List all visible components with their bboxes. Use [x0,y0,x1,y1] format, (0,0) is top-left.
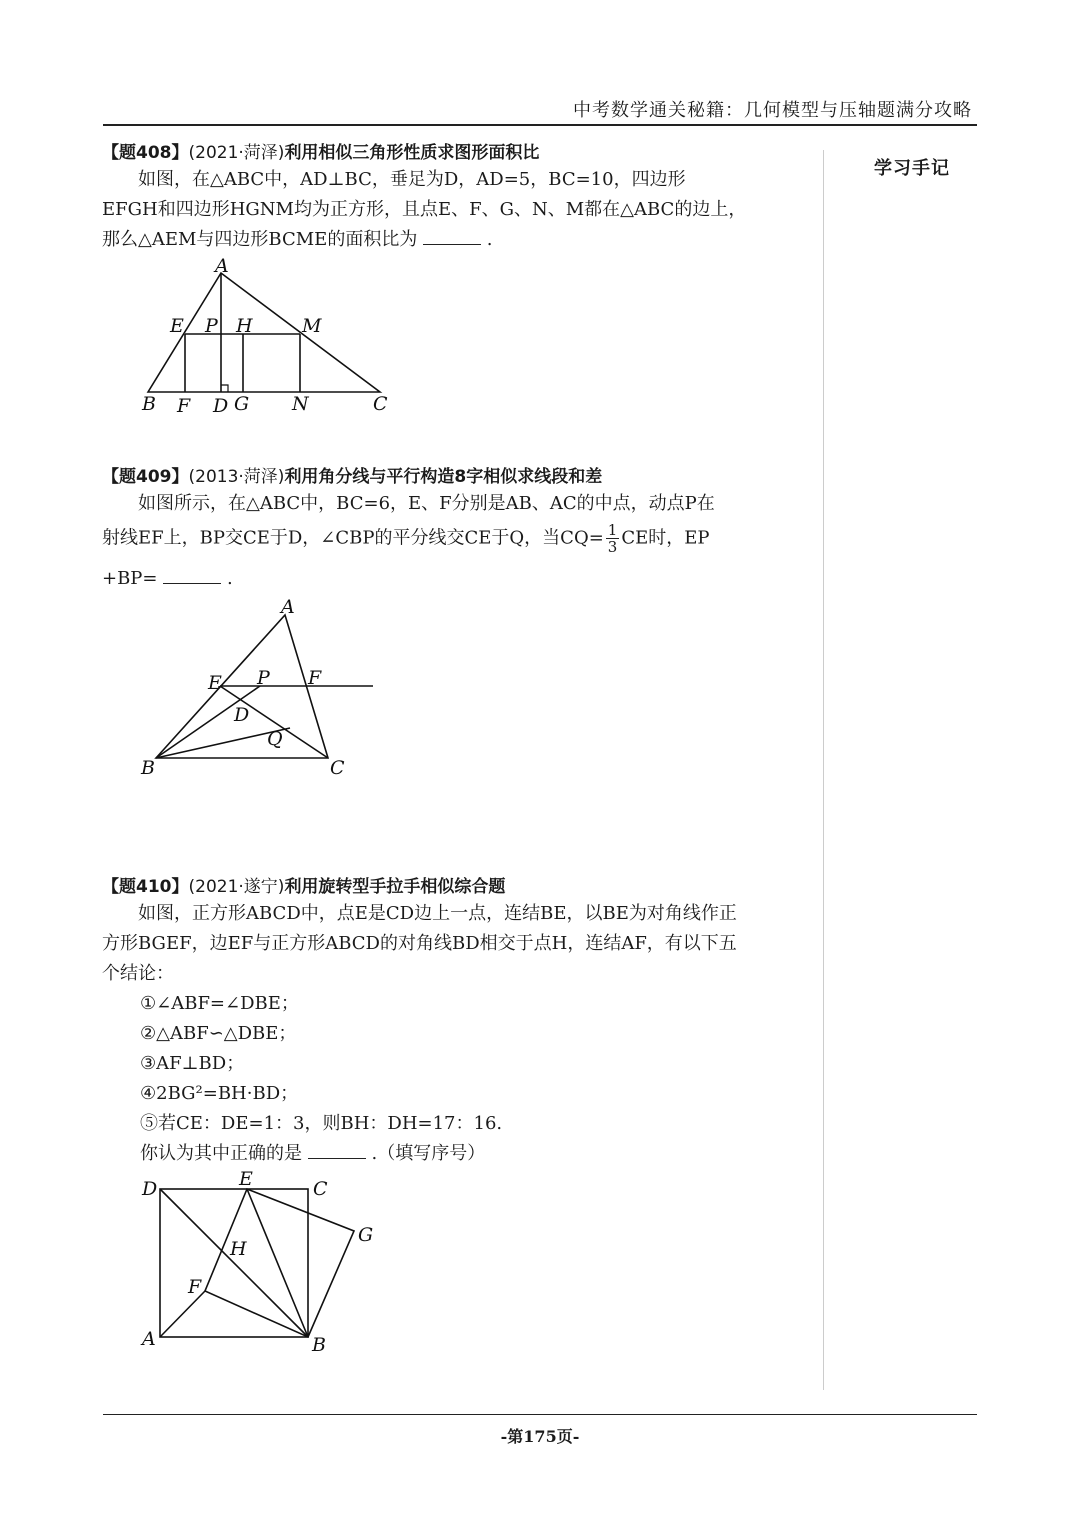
problem-409-question: +BP= [102,568,158,589]
book-title: 中考数学通关秘籍：几何模型与压轴题满分攻略 [573,100,972,121]
problem-tag: 【题410】 [102,877,189,897]
footer-rule [103,1414,977,1415]
answer-blank[interactable] [423,228,481,245]
label-d: D [234,704,250,726]
problem-408-figure [130,255,410,420]
problem-408-line3 [102,225,808,255]
label-d: D [213,395,229,417]
problem-source: (2013·菏泽) [188,467,285,487]
label-a: A [215,255,229,277]
problem-source: (2021·菏泽) [188,143,285,163]
problem-410-line2: 方形BGEF，边EF与正方形ABCD的对角线BD相交于点H，连结AF，有以下五 [102,933,737,954]
problem-409-figure [130,595,390,785]
label-a: A [281,596,295,618]
problem-408-end: . [486,229,493,250]
problem-topic: 利用角分线与平行构造8字相似求线段和差 [284,467,603,487]
label-e: E [208,672,222,694]
problem-410-line3: 个结论： [102,963,174,984]
problem-410-line1: 如图，正方形ABCD中，点E是CD边上一点，连结BE，以BE为对角线作正 [138,903,737,924]
option-4: ④2BG²=BH·BD； [140,1083,299,1104]
label-f: F [177,395,191,417]
option-2: ②△ABF∽△DBE； [140,1023,297,1044]
right-angle-mark [221,385,228,392]
problem-408-question: 那么△AEM与四边形BCME的面积比为 [102,229,418,250]
problem-409-line2 [102,522,808,555]
problem-tag: 【题409】 [102,467,189,487]
problem-409-line3 [102,564,808,594]
side-divider [823,150,824,1390]
problem-408-line2: EFGH和四边形HGNM均为正方形，且点E、F、G、N、M都在△ABC的边上， [102,199,747,220]
label-h: H [236,315,253,337]
square-bgef [205,1189,354,1337]
label-b: B [312,1334,326,1355]
fraction-one-third: $\frac{1}{3}$ [607,521,618,556]
answer-blank[interactable] [308,1142,366,1159]
label-e: E [239,1168,253,1190]
header-rule [103,124,977,126]
label-f: F [308,667,322,689]
label-c: C [330,757,345,779]
problem-410-question-line [140,1139,485,1165]
label-m: M [302,315,322,337]
problem-409-line2a: 射线EF上，BP交CE于D，∠CBP的平分线交CE于Q，当CQ= [102,527,604,549]
option-1: ①∠ABF=∠DBE； [140,993,299,1014]
problem-topic: 利用相似三角形性质求图形面积比 [284,143,540,163]
label-a: A [142,1328,156,1350]
problem-410-end: .（填写序号） [371,1143,486,1164]
label-b: B [142,393,156,415]
problem-source: (2021·遂宁) [188,877,285,897]
label-g: G [234,393,250,415]
problem-topic: 利用旋转型手拉手相似综合题 [284,877,506,897]
option-5: ⑤若CE：DE=1：3，则BH：DH=17：16. [140,1113,503,1134]
option-3: ③AF⊥BD； [140,1053,245,1074]
label-g: G [358,1224,374,1246]
page-number: -第175页- [500,1427,580,1446]
label-e: E [170,315,184,337]
label-h: H [230,1238,247,1260]
problem-410-figure [130,1165,390,1355]
side-note-title: 学习手记 [874,158,950,179]
problem-409-line1: 如图所示，在△ABC中，BC=6，E、F分别是AB、AC的中点，动点P在 [138,493,715,514]
problem-410-heading [102,872,505,897]
label-c: C [373,393,388,415]
problem-408-heading [102,138,539,163]
problem-408-line1: 如图，在△ABC中，AD⊥BC，垂足为D，AD=5，BC=10，四边形 [138,169,686,190]
label-c: C [313,1178,328,1200]
problem-tag: 【题408】 [102,143,189,163]
label-b: B [141,757,155,779]
problem-409-heading [102,462,602,487]
diagonal-be [247,1189,308,1337]
label-q: Q [267,728,283,750]
label-f: F [188,1276,202,1298]
problem-409-end: . [226,568,233,589]
answer-blank[interactable] [163,567,221,584]
label-p: P [257,667,270,689]
label-d: D [142,1178,158,1200]
problem-409-line2b: CE时，EP [621,527,710,549]
label-n: N [292,393,309,415]
label-p: P [205,315,218,337]
problem-410-question: 你认为其中正确的是 [140,1143,302,1164]
